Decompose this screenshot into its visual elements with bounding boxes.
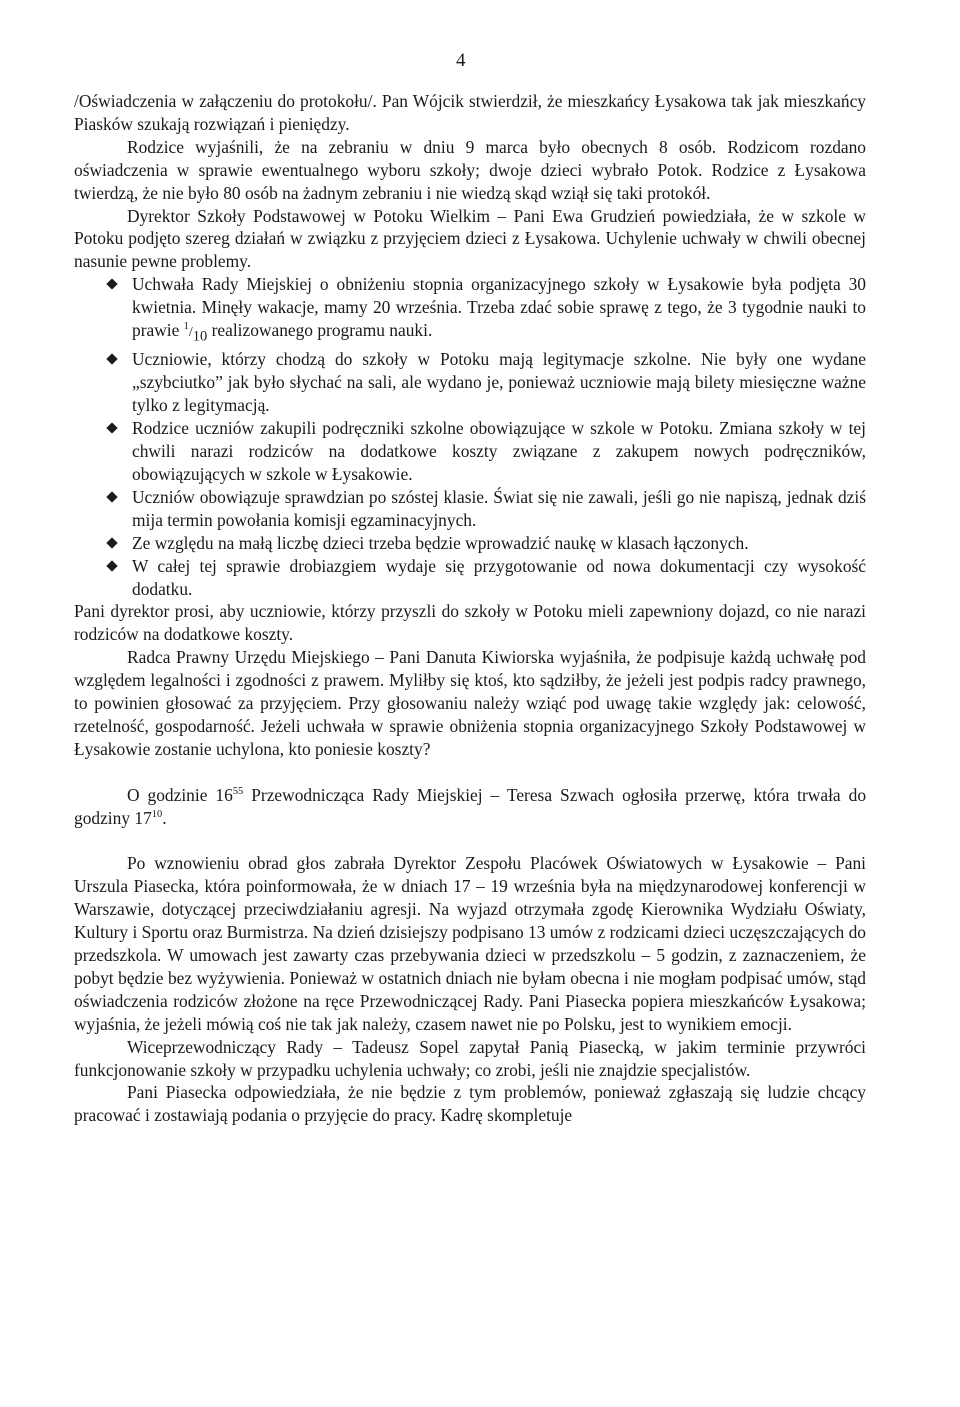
fraction-denominator: 10: [192, 328, 208, 345]
bullet-item: [132, 348, 866, 417]
paragraph: /Oświadczenia w załączeniu do protokołu/. Pan Wójcik stwierdził, że mieszkańcy Łysakowa tak jak mieszkańcy Piasków szukają rozwiązań i pieniędzy.: [74, 91, 866, 134]
bullet-list: [74, 273, 866, 600]
paragraph: Wiceprzewodniczący Rady – Tadeusz Sopel zapytał Panią Piasecką, w jakim terminie przywróci funkcjonowanie szkoły w przypadku uchylenia uchwały; co zrobi, jeśli nie znajdzie specjalistów.: [74, 1036, 866, 1080]
bullet-text: realizowanego programu nauki.: [207, 320, 433, 341]
bullet-text: Uczniowie, którzy chodzą do szkoły w Potoku mają legitymacje szkolne. Nie były one wydane „szybciutko” jak było słychać na sali, ale wydano je, ponieważ uczniowie mają bilety miesięczne ważne tylko z legitymacją.: [132, 349, 866, 416]
bullet-text: Uczniów obowiązuje sprawdzian po szóstej klasie. Świat się nie zawali, jeśli go nie napiszą, jednak dziś mija termin powołania komisji egzaminacyjnych.: [132, 486, 866, 530]
time-superscript: 10: [151, 808, 163, 820]
bullet-item: [132, 555, 866, 601]
bullet-item: Uchwała Rady Miejskiej o obniżeniu stopnia organizacyjnego szkoły w Łysakowie była podjęta 30 kwietnia. Minęły wakacje, mamy 20 września. Trzeba zdać sobie sprawę z tego, że 3 tygodnie nauki to prawie $^1/_{10}$ realizowanego programu nauki.: [132, 273, 866, 348]
bullet-text: Ze względu na małą liczbę dzieci trzeba będzie wprowadzić naukę w klasach łączonych.: [132, 532, 749, 553]
bullet-item: [132, 486, 866, 532]
fraction-numerator: 1: [183, 321, 189, 333]
bullet-item: [132, 532, 866, 555]
paragraphs-before: [74, 90, 866, 273]
diamond-bullet-icon: [106, 491, 117, 502]
diamond-bullet-icon: [106, 279, 117, 290]
bullet-item: [132, 417, 866, 486]
diamond-bullet-icon: [106, 537, 117, 548]
bullet-text: Uchwała Rady Miejskiej o obniżeniu stopnia organizacyjnego szkoły w Łysakowie była podjęta 30 kwietnia. Minęły wakacje, mamy 20 września. Trzeba zdać sobie sprawę z tego, że 3 tygodnie nauki to prawie: [132, 274, 866, 341]
paragraphs-final: [74, 852, 866, 1127]
page-number: 4: [456, 50, 466, 71]
paragraph: Rodzice wyjaśnili, że na zebraniu w dniu 9 marca było obecnych 8 osób. Rodzicom rozdano oświadczenia w sprawie ewentualnego wyboru szkoły; dwoje dzieci wybrało Potok. Rodzice z Łysakowa twierdzą, że nie było 80 osób na żadnym zebraniu i nie wiedzą skąd wziął się taki protokół.: [74, 136, 866, 203]
bullet-text: W całej tej sprawie drobiazgiem wydaje się przygotowanie od nowa dokumentacji czy wysokość dodatku.: [132, 555, 866, 599]
break-paragraph: O godzinie $16^{55}$ Przewodnicząca Rady Miejskiej – Teresa Szwach ogłosiła przerwę, która trwała do godziny $17^{10}$.: [74, 784, 867, 828]
paragraph: Dyrektor Szkoły Podstawowej w Potoku Wielkim – Pani Ewa Grudzień powiedziała, że w szkole w Potoku podjęto szereg działań w związku z przyjęciem dzieci z Łysakowa. Uchylenie uchwały w chwili obecnej nasunie pewne problemy.: [74, 205, 866, 272]
paragraph: Pani dyrektor prosi, aby uczniowie, którzy przyszli do szkoły w Potoku mieli zapewniony dojazd, co nie narazi rodziców na dodatkowe koszty.: [74, 601, 866, 645]
diamond-bullet-icon: [106, 422, 117, 433]
paragraph: Po wznowieniu obrad głos zabrała Dyrektor Zespołu Placówek Oświatowych w Łysakowie – Pani Urszula Piasecka, która poinformowała, że w dniach 17 – 19 września była na międzynarodowej konferencji w Warszawie, dotyczącej przeciwdziałaniu agresji. Na wyjazd otrzymała zgodę Kierownika Wydziału Oświaty, Kultury i Sportu oraz Burmistrza. Na dzień dzisiejszy podpisano 13 umów z rodzicami dzieci uczęszczających do przedszkola. W umowach jest zawarty czas przebywania dzieci w przedszkolu – 5 godzin, z zaznaczeniem, że pobyt będzie bez wyżywienia. Ponieważ w ostatnich dniach nie byłam obecna i nie mogłam podpisać umów, stąd oświadczenia rodziców złożone na ręce Przewodniczącej Rady. Pani Piasecka popiera mieszkańców Łysakowa; wyjaśnia, że jeżeli mówią coś nie tak jak należy, czasem nawet nie po Polsku, jest to wynikiem emocji.: [74, 853, 866, 1034]
paragraph: Radca Prawny Urzędu Miejskiego – Pani Danuta Kiwiorska wyjaśniła, że podpisuje każdą uchwałę pod względem legalności i zgodności z prawem. Myliłby się ktoś, kto sądziłby, że jeżeli jest podpis radcy prawnego, to powinien głosować za przyjęciem. Przy głosowaniu należy wziąć pod uwagę takie względy jak: celowość, rzetelność, gospodarność. Jeżeli uchwała w sprawie obniżenia stopnia organizacyjnego Szkoły Podstawowej w Łysakowie zostanie uchylona, kto poniesie koszty?: [74, 647, 866, 759]
diamond-bullet-icon: [106, 354, 117, 365]
paragraphs-after: [74, 600, 866, 760]
paragraph: Pani Piasecka odpowiedziała, że nie będzie z tym problemów, ponieważ zgłaszają się ludzie chcący pracować i zostawiają podania o przyjęcie do pracy. Kadrę skompletuje: [74, 1082, 866, 1126]
document-body: [74, 90, 866, 1127]
time-superscript: 55: [232, 785, 244, 797]
bullet-text: Rodzice uczniów zakupili podręczniki szkolne obowiązujące w szkole w Potoku. Zmiana szkoły w tej chwili narazi rodziców na dodatkowe koszty związane z zakupem nowych podręczników, obowiązujących w szkole w Łysakowie.: [132, 418, 866, 484]
diamond-bullet-icon: [106, 560, 117, 571]
